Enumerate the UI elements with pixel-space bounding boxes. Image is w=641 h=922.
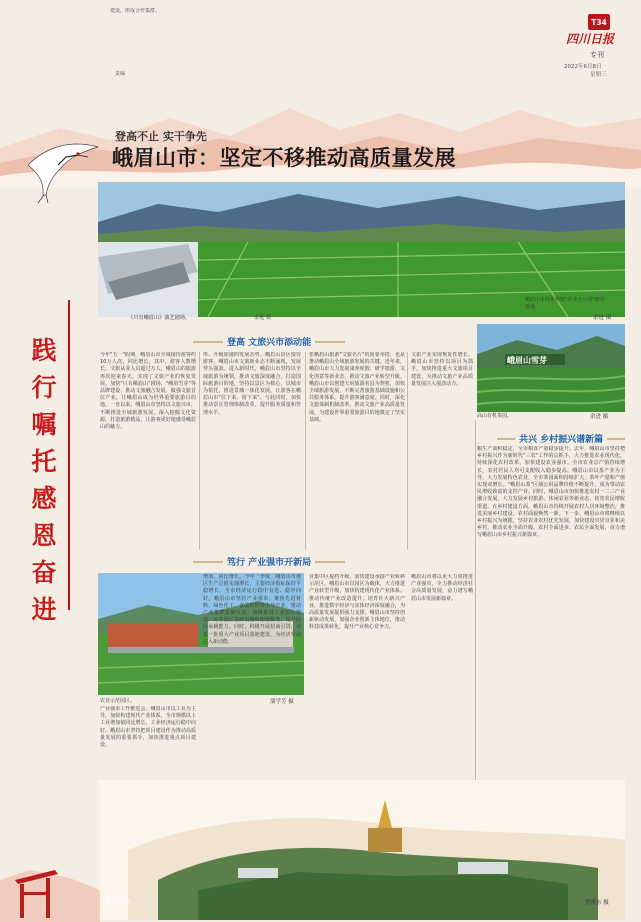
column-rule <box>199 352 200 550</box>
crane-illustration <box>18 135 108 205</box>
editor-label: 责编 <box>115 71 126 77</box>
photo-tea-caption: 高山有机茶园。 <box>477 413 513 419</box>
body-column: 峨眉山市将以更大力度推进产业强市，全力推动经济社会高质量发展，奋力谱写峨眉山市发展新篇章。 <box>411 574 473 602</box>
section-head-culture <box>193 335 345 348</box>
body-column: 今年"五一"假期，峨眉山市全域接待游客约10万人次，同比增长，其中，游客人数增长，文旅从业人员超过万人，峨眉山的旅游再次迎来春天，实现了文旅产业的恢复发展。加快"只有峨眉山"剧场、"峨眉雪芽"等品牌建设，推动文旅融合发展，做强文旅首位产业，让峨眉山成为世界重要旅游目的地。一直以来，峨眉山市坚持以文旅兴市，不断推进全域旅游发展，深入挖掘文化资源，打造旅游精品，让游客更好地感受峨眉山的魅力。 <box>100 352 196 431</box>
slogan-divider <box>68 300 70 610</box>
slogan-char: 行 <box>31 373 57 402</box>
column-rule <box>407 352 408 550</box>
photo-farmland-side-caption: 峨眉山市桂花桥镇"农业大公园"研学基地。 <box>525 297 605 310</box>
photo-mountain-credit: 曾俊东 摄 <box>585 900 609 906</box>
slogan-char: 恩 <box>31 521 57 550</box>
photo-mountain-caption: 峨眉山全景。 <box>106 899 137 905</box>
head-rule <box>607 438 625 440</box>
head-rule <box>315 561 345 563</box>
paper-name: 四川日报 <box>566 32 615 46</box>
head-rule <box>193 341 223 343</box>
photo-industrial-credit: 蒲学芳 摄 <box>270 699 294 705</box>
top-text-block: 建设，形成合作集群。 <box>110 8 161 14</box>
section-head-rural <box>497 432 625 445</box>
caption-text: 《只有峨眉山》演艺剧场。 <box>128 315 191 321</box>
section-title: 笃行 产业强市开新局 <box>227 558 312 568</box>
photo-tea-credit: 余进 摄 <box>590 414 609 420</box>
slogan-char: 嘱 <box>31 410 57 439</box>
head-rule <box>193 561 223 563</box>
vertical-slogan <box>24 332 64 628</box>
gate-illustration <box>0 840 100 922</box>
photo-farmland-caption <box>128 314 271 321</box>
article-subtitle: 登高不止 实干争先 <box>115 130 207 143</box>
photo-farmland-side-credit: 余进 摄 <box>593 315 612 321</box>
body-column: 形、升级加速的发展态势。峨眉山景区接待游客，峨眉山市文旅新业态不断涌现，发展势头强劲。进入新时代，峨眉山市坚持以全域旅游为统领，推动文旅深度融合，打造国际旅游目的地，坚持以景区为核心，以城市为依托，推进景城一体化发展，让游客在峨眉山市"住下来、留下来"。与此同时，加快推动景区管理体制改革，提升服务质量和管理水平。 <box>203 352 301 416</box>
slogan-char: 进 <box>31 595 57 624</box>
body-column: 文旅产业实现恢复性增长。峨眉山市坚持以项目为抓手，加快推进重大文旅项目建设，为推动文旅产业高质量发展注入强劲动力。 <box>411 352 473 387</box>
column-name: 专刊 <box>590 51 604 59</box>
photo-industrial-caption: 农业示范园区。 <box>100 698 136 704</box>
body-column: 产业强市工作推进会，峨眉山市以工业为主导，加快构建现代产业体系，全市规模以上工业增加值同比增长，工业经济运行稳中向好。峨眉山市坚持把项目建设作为推动高质量发展的重要抓手，加快推进重点项目建设。 <box>100 706 196 749</box>
head-rule <box>497 438 515 440</box>
body-column: 业集中区提档升级，加快建设承接产业转移示范区，峨眉山市以园区为载体，大力推进产业转型升级，加快构建现代化产业体系。推动传统产业改造提升，培育壮大新兴产业，推进数字经济与实体经济深度融合，为高质量发展提供强力支撑。峨眉山市坚持创新驱动发展，加强企业创新主体地位，推动科技成果转化，提升产业核心竞争力。 <box>309 574 405 631</box>
slogan-char: 托 <box>31 447 57 476</box>
section-title: 登高 文旅兴市添动能 <box>227 338 312 348</box>
section-head-industry <box>193 555 345 568</box>
slogan-char: 奋 <box>31 558 57 587</box>
page-number-badge: T34 <box>588 14 610 30</box>
slogan-char: 感 <box>31 484 57 513</box>
issue-date: 2022年6月8日 <box>564 64 602 70</box>
body-column: 张峨眉山旅游"文旅名片"的重要举措，也是推动峨眉山全域旅游发展的关键。近年来，峨眉山市大力发展康养度假、研学旅游、文化创意等新业态，推动文旅产业转型升级。峨眉山市以创建天府旅游名县为契机，加快全域旅游发展，不断完善旅游基础设施和公共服务体系，提升游客满意度。同时，深化文旅体制机制改革，推动文旅产业高质量发展，为建设世界重要旅游目的地奠定了坚实基础。 <box>309 352 405 423</box>
head-rule <box>315 341 345 343</box>
section-title: 共兴 乡村振兴谱新篇 <box>519 435 604 445</box>
body-column: 粮生产面积稳定，全市粮食产量稳步提升。去年，峨眉山市坚持把乡村振兴作为新时代"三农"工作的总抓手，大力推进农业现代化，持续深化农村改革，加快建设农业强市。全市农业总产值持续增长，农村居民人均可支配收入稳步提高。峨眉山市以茶产业为主导，大力发展特色农业，全市茶园面积持续扩大，茶叶产量和产值实现双增长。"峨眉山茶"区域公用品牌价值不断提升，成为带动农民增收致富的支柱产业。同时，峨眉山市加快推进农村一二三产业融合发展，大力发展乡村旅游、休闲农业等新业态，拓宽农民增收渠道。在乡村建设方面，峨眉山市持续开展农村人居环境整治，推进美丽乡村建设，农村面貌焕然一新。下一步，峨眉山市将继续以乡村振兴为统揽，坚持农业农村优先发展，加快建设宜居宜业和美乡村，推动农业全面升级、农村全面进步、农民全面发展，奋力谱写峨眉山市乡村振兴新篇章。 <box>477 446 625 539</box>
caption-credit: 余进 摄 <box>253 315 272 321</box>
column-rule <box>305 352 306 550</box>
article-headline: 峨眉山市：坚定不移推动高质量发展 <box>112 146 456 170</box>
photo-mountain-panorama <box>98 780 625 920</box>
issue-weekday: 星期三 <box>590 72 607 78</box>
photo-tea-garden <box>477 324 625 412</box>
tea-sign-text: 峨眉山雪芽 <box>507 356 547 365</box>
slogan-char: 践 <box>31 336 57 365</box>
body-column: 增加，同比增长。今年一季度，峨眉山市地区生产总值实现增长，主要经济指标保持平稳增长，全市经济运行稳中有进、稳中向好。峨眉山市坚持产业强市，聚焦先进材料、绿色化工、食品饮料等主导产业，推动产业集群集聚发展。加快推进工业园区建设，完善园区基础设施和配套服务，提升园区承载能力。同时，积极开展招商引资，引进一批重大产业项目落地建设，为经济发展注入新动能。 <box>203 574 301 645</box>
